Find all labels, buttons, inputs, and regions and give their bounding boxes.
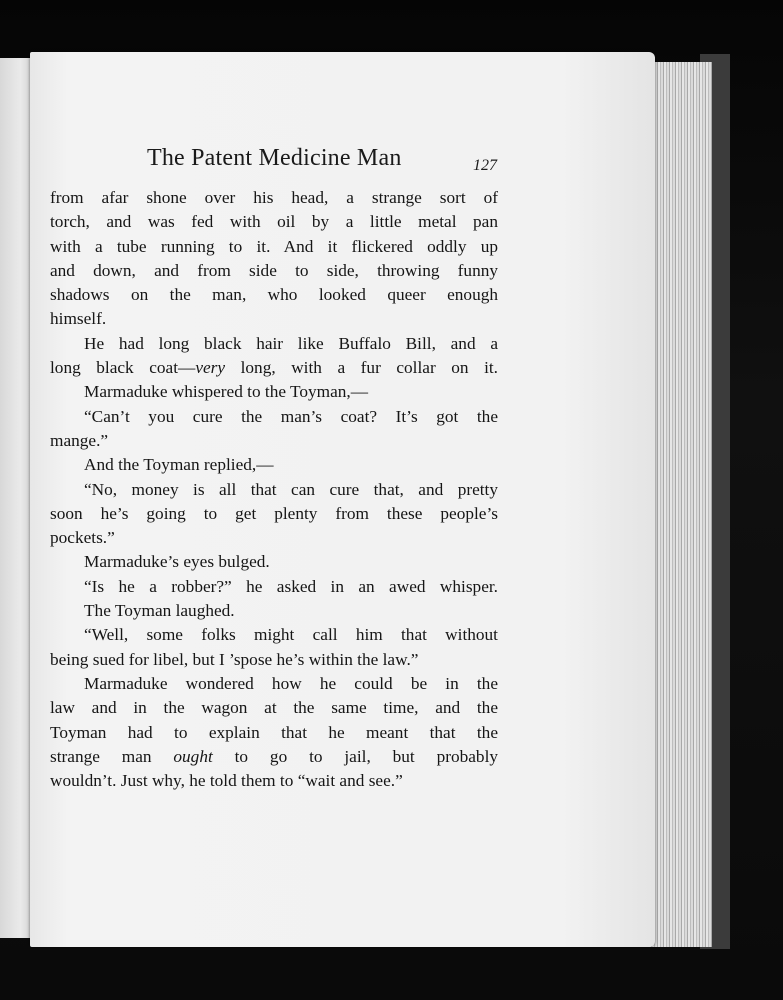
body-text (50, 186, 498, 793)
text-line: Marmaduke whispered to the Toyman,— (84, 382, 369, 402)
text-line: Toyman had to explain that he meant that the (50, 722, 498, 742)
text-line: The Toyman laughed. (84, 601, 235, 621)
text-line: Marmaduke wondered how he could be in the (84, 673, 498, 693)
text-line: strange man ought to go to jail, but probably (50, 746, 499, 766)
text-line: from afar shone over his head, a strange sort of (50, 188, 498, 207)
text-line: pockets.” (50, 528, 115, 548)
italic-emphasis: ought (173, 746, 213, 766)
text-line: “Is he a robber?” he asked in an awed whisper. (84, 576, 498, 596)
text-line: himself. (50, 309, 107, 329)
italic-emphasis: very (195, 358, 226, 378)
text-line: “Can’t you cure the man’s coat? It’s got the (84, 406, 498, 426)
text-line: And the Toyman replied,— (84, 455, 274, 475)
text-line: long black coat—very long, with a fur collar on it. (50, 358, 499, 378)
text-line: wouldn’t. Just why, he told them to “wait and see.” (50, 771, 403, 791)
text-line: being sued for libel, but I ’spose he’s within the law.” (50, 649, 419, 669)
text-line: and down, and from side to side, throwing funny (50, 260, 498, 280)
running-head-title: The Patent Medicine Man (147, 145, 402, 171)
text-line: He had long black hair like Buffalo Bill, and a (84, 333, 498, 353)
text-line: mange.” (50, 430, 109, 450)
page-number: 127 (473, 157, 497, 174)
text-line: law and in the wagon at the same time, and the (50, 698, 498, 718)
text-line: “No, money is all that can cure that, and pretty (84, 479, 498, 499)
text-line: “Well, some folks might call him that without (84, 625, 498, 645)
text-line: soon he’s going to get plenty from these people’s (50, 503, 498, 523)
text-line: with a tube running to it. And it flickered oddly up (50, 236, 498, 256)
text-line: shadows on the man, who looked queer enough (50, 285, 498, 305)
text-line: Marmaduke’s eyes bulged. (84, 552, 270, 572)
text-line: torch, and was fed with oil by a little metal pan (50, 212, 498, 232)
